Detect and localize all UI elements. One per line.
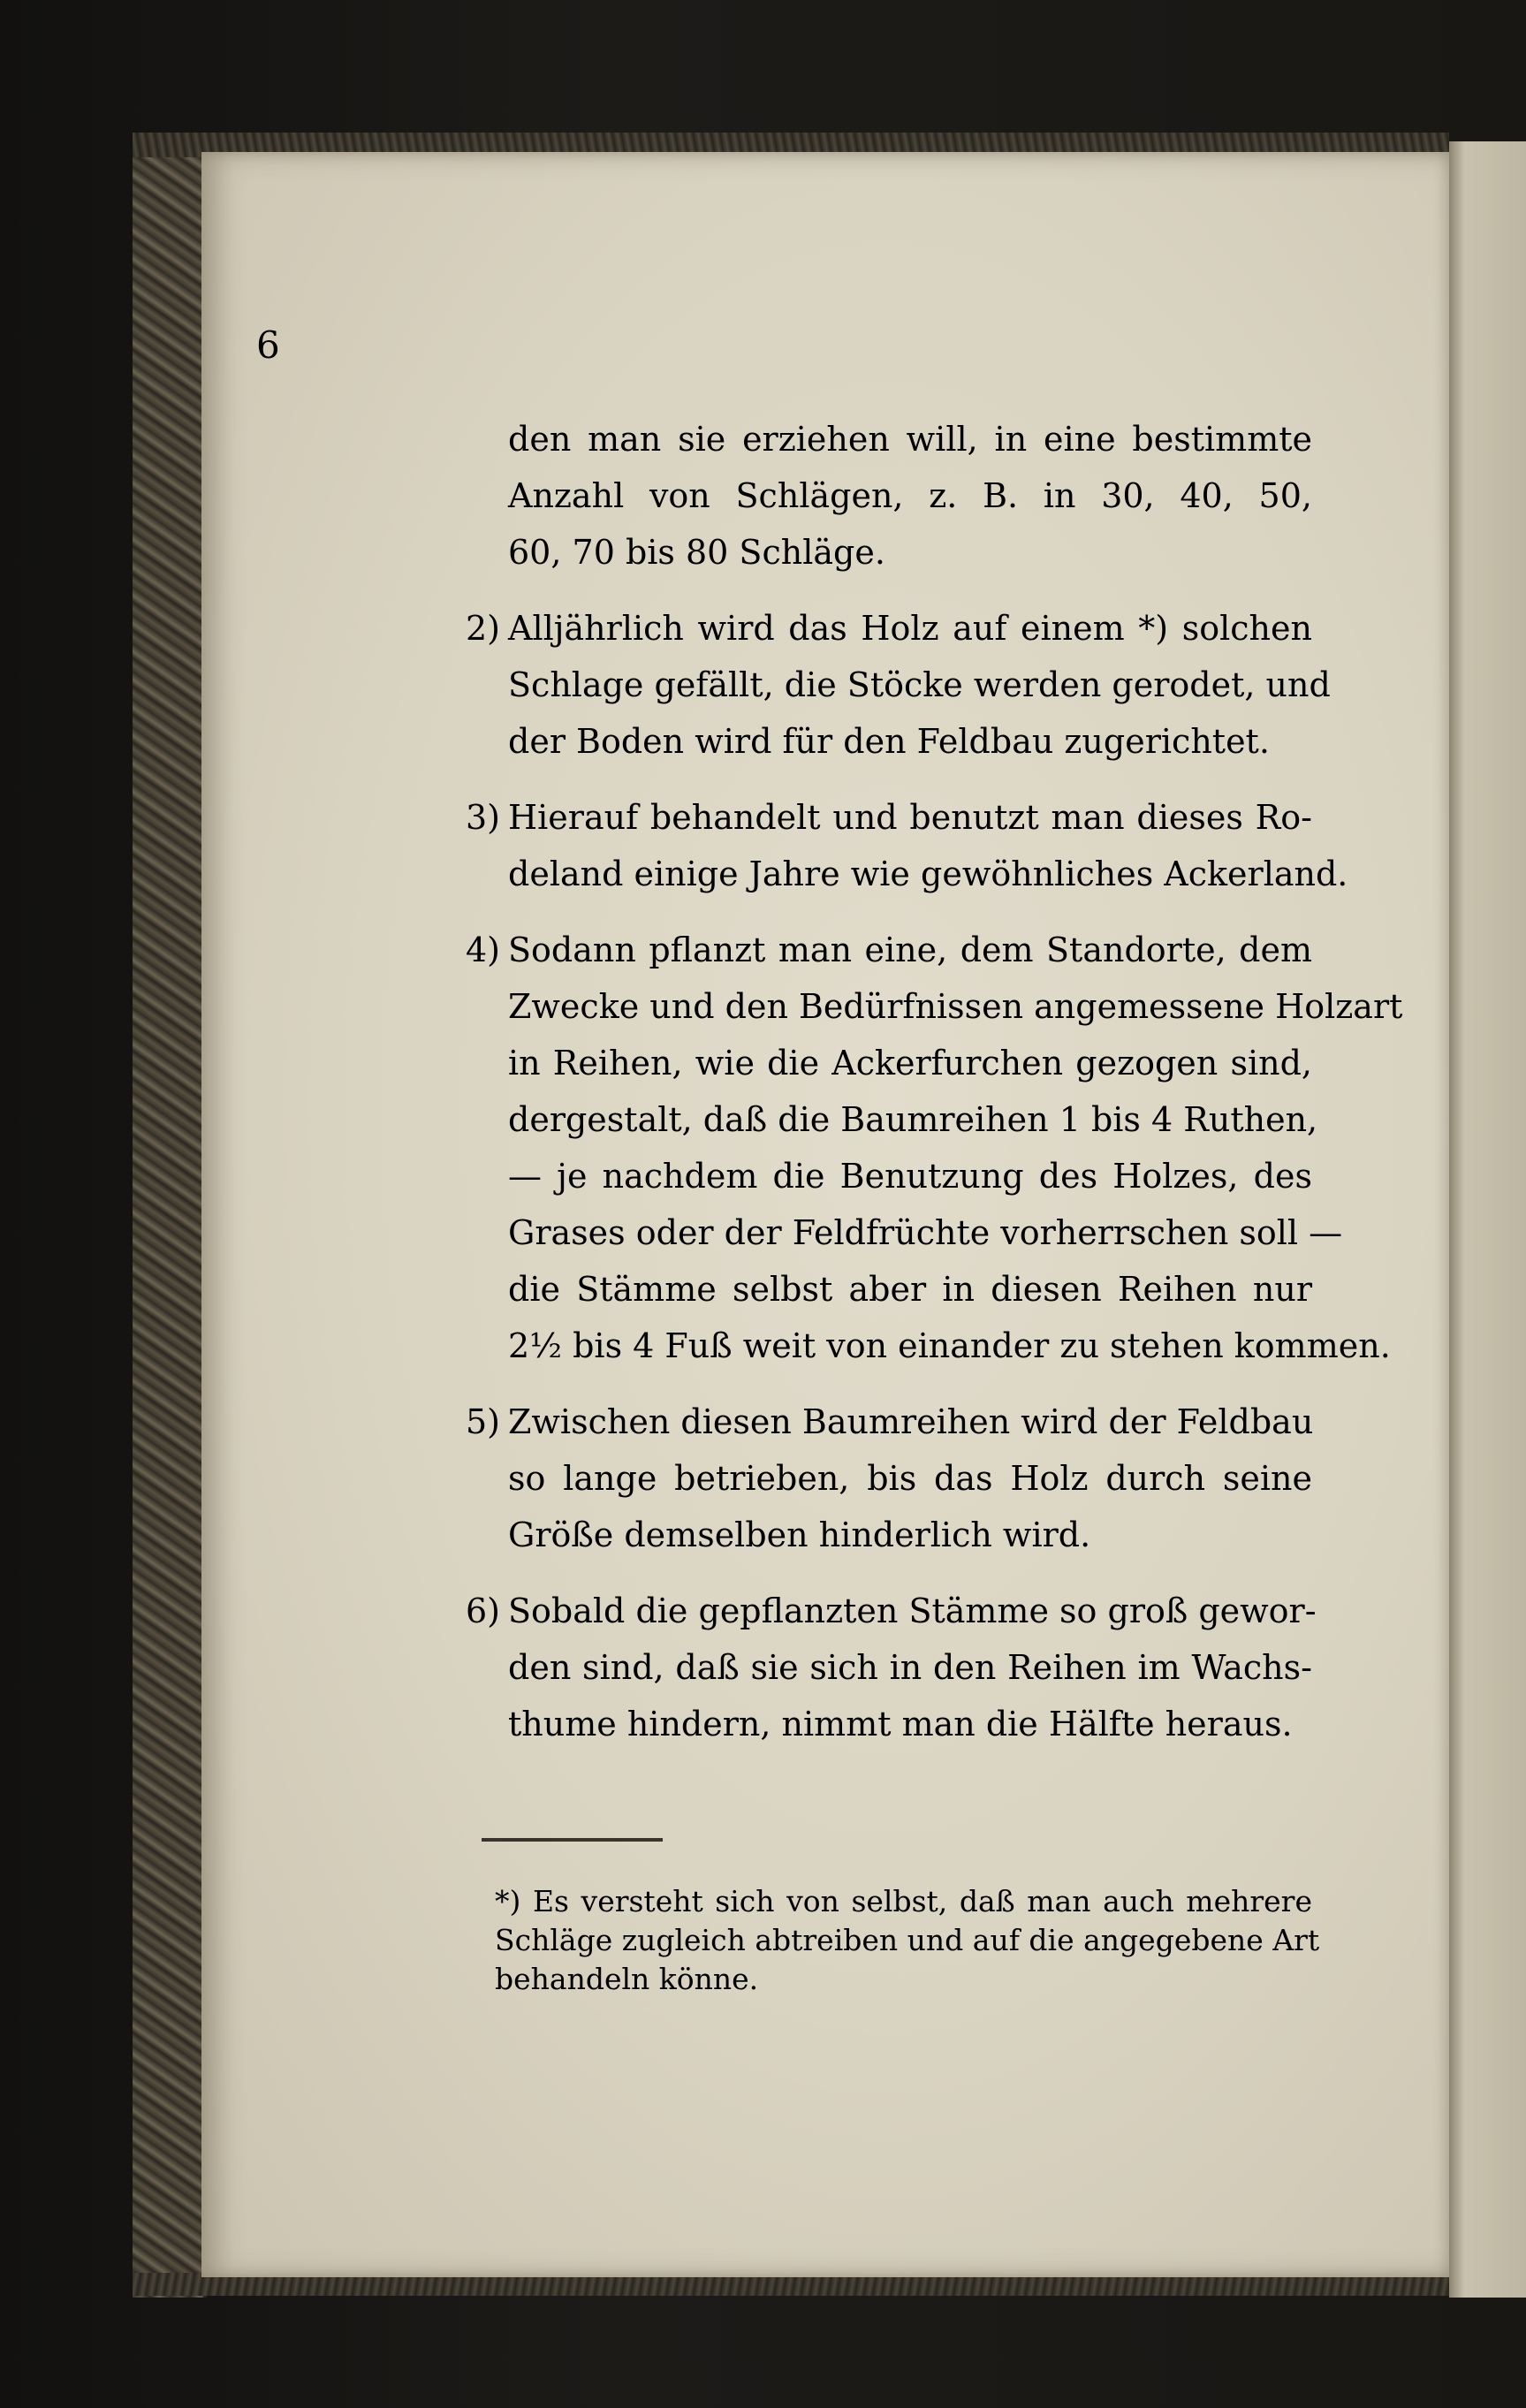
text-line: den man sie erziehen will, in eine bestimmte xyxy=(508,420,1312,459)
text-line: 60, 70 bis 80 Schläge. xyxy=(508,533,885,572)
text-line-content: Zwischen diesen Baumreihen wird der Feldbau xyxy=(508,1402,1314,1441)
text-line: Anzahl von Schlägen, z. B. in 30, 40, 50, xyxy=(508,476,1312,515)
text-line: Größe demselben hinderlich wird. xyxy=(508,1515,1091,1554)
text-line: deland einige Jahre wie gewöhnliches Ackerland. xyxy=(508,855,1348,893)
list-item-2 xyxy=(466,600,1331,770)
footnote-line: *) Es versteht sich von selbst, daß man auch mehrere xyxy=(495,1884,1312,1918)
marbled-cover-board xyxy=(133,133,207,2298)
footnote-rule xyxy=(482,1838,663,1842)
list-item-6 xyxy=(466,1583,1317,1752)
list-item-4 xyxy=(466,922,1403,1374)
text-line: 2½ bis 4 Fuß weit von einander zu stehen kommen. xyxy=(508,1326,1391,1365)
text-line: — je nachdem die Benutzung des Holzes, des xyxy=(508,1157,1312,1196)
item-number: 2) xyxy=(466,609,501,648)
text-line: Zwecke und den Bedürfnissen angemessene Holzart xyxy=(508,987,1403,1026)
text-line-content: Sobald die gepflanzten Stämme so groß gewor- xyxy=(508,1591,1317,1630)
text-line: den sind, daß sie sich in den Reihen im Wachs- xyxy=(508,1648,1312,1687)
text-line: dergestalt, daß die Baumreihen 1 bis 4 Ruthen, xyxy=(508,1100,1318,1139)
item-number: 4) xyxy=(466,931,501,969)
text-line-content: Alljährlich wird das Holz auf einem *) solchen xyxy=(508,609,1312,648)
item-number: 6) xyxy=(466,1591,501,1630)
text-line: Schlage gefällt, die Stöcke werden gerodet, und xyxy=(508,665,1331,704)
text-line xyxy=(466,600,1312,657)
footnote-line: behandeln könne. xyxy=(495,1962,759,1996)
list-item-3 xyxy=(466,789,1348,902)
text-line xyxy=(466,789,1312,846)
footnote xyxy=(495,1882,1320,1999)
text-line: thume hindern, nimmt man die Hälfte heraus. xyxy=(508,1705,1293,1743)
text-line-content: Sodann pflanzt man eine, dem Standorte, dem xyxy=(508,931,1312,969)
item-number: 3) xyxy=(466,798,501,837)
text-line: die Stämme selbst aber in diesen Reihen nur xyxy=(508,1270,1312,1309)
list-item-5 xyxy=(466,1394,1314,1563)
body-text xyxy=(466,411,1403,1752)
text-line xyxy=(466,922,1312,978)
page-number: 6 xyxy=(256,323,280,367)
item-number: 5) xyxy=(466,1402,501,1441)
facing-page-edge xyxy=(1449,141,1526,2298)
footnote-line: Schläge zugleich abtreiben und auf die angegebene Art xyxy=(495,1923,1320,1957)
text-line: so lange betrieben, bis das Holz durch seine xyxy=(508,1459,1312,1498)
text-line: in Reihen, wie die Ackerfurchen gezogen sind, xyxy=(508,1044,1312,1082)
text-line: der Boden wird für den Feldbau zugerichtet. xyxy=(508,722,1270,761)
text-line xyxy=(466,1394,1312,1450)
text-line-content: Hierauf behandelt und benutzt man dieses Ro- xyxy=(508,798,1312,837)
text-line xyxy=(466,1583,1317,1639)
text-line: Grases oder der Feldfrüchte vorherrschen soll — xyxy=(508,1213,1343,1252)
